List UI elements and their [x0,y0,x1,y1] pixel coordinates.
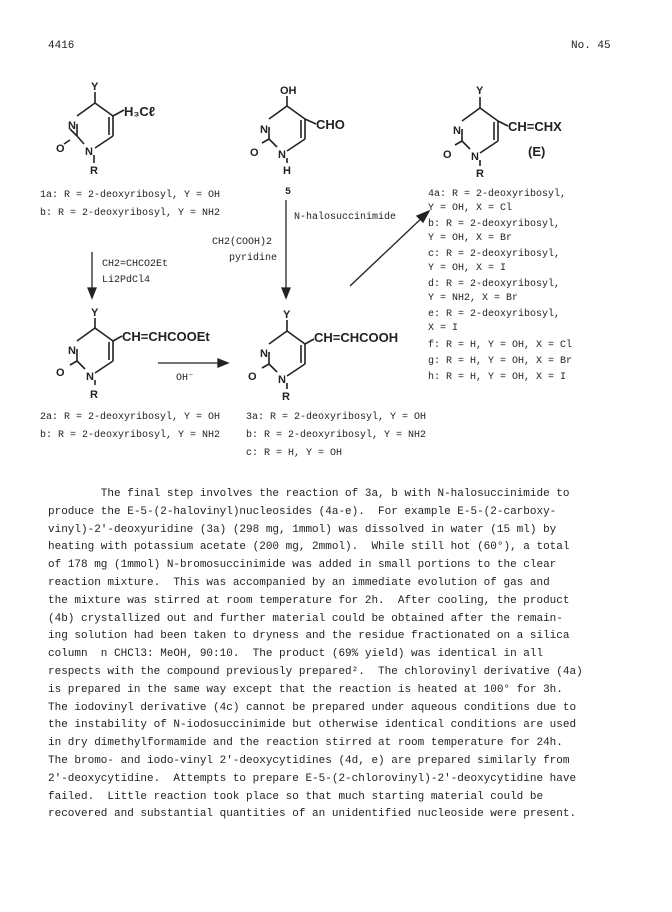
caption-1b: b: R = 2-deoxyribosyl, Y = NH2 [40,208,221,219]
substituent-ch2cl: H₃Cℓ [124,104,156,119]
caption-4-line: d: R = 2-deoxyribosyl, [428,279,561,290]
caption-4-line: X = I [428,323,459,334]
body-line: of 178 mg (1mmol) N-bromosuccinimide was added in small portions to the clear [48,559,557,572]
body-line: is prepared in the same way except that the reaction is heated at 100° for 3h. [48,683,563,696]
atom-h: H [283,165,291,177]
reagent-n-halosuccinimide: N-halosuccinimide [294,212,397,223]
reagent-li2pdcl4: Li2PdCl4 [102,275,151,286]
reagent-pyridine: pyridine [229,253,278,264]
arrow-1-to-2 [88,252,96,298]
substituent-cho: CHO [316,117,345,132]
caption-4-line: 4a: R = 2-deoxyribosyl, [428,189,567,200]
atom-n: N [278,374,286,386]
atom-y: Y [91,307,99,319]
atom-n: N [260,348,268,360]
caption-4-line: c: R = 2-deoxyribosyl, [428,249,561,260]
caption-4-line: b: R = 2-deoxyribosyl, [428,219,561,230]
reagent-hydroxide: OH⁻ [176,373,195,384]
atom-o: O [56,143,65,155]
body-paragraph [48,486,628,824]
atom-oh: OH [280,85,297,97]
body-line: recovered and substantial quantities of an unidentified nucleoside were present. [48,808,577,821]
atom-r: R [476,168,484,180]
body-line: reaction mixture. This was accompanied by an immediate evolution of gas and [48,576,550,589]
atom-n: N [453,125,461,137]
substituent-chchx: CH=CHX [508,119,562,134]
caption-3c: c: R = H, Y = OH [246,448,343,459]
body-line: the mixture was stirred at room temperature for 2h. After cooling, the product [48,594,570,607]
atom-n: N [68,120,76,132]
atom-n: N [260,124,268,136]
body-line: respects with the compound previously prepared². The chlorovinyl derivative (4a) [48,665,583,678]
page-number: 4416 [48,40,75,52]
body-line: The bromo- and iodo-vinyl 2'-deoxycytidines (4d, e) are prepared similarly from [48,754,570,767]
body-line: The iodovinyl derivative (4c) cannot be prepared under aqueous conditions due to [48,701,577,714]
body-line: failed. Little reaction took place so that much starting material could be [48,790,544,803]
caption-4-line: Y = OH, X = Br [428,233,513,244]
reagent-malonic-acid: CH2(COOH)2 [212,237,273,248]
caption-4-line: h: R = H, Y = OH, X = I [428,372,567,383]
substituent-chchcooh: CH=CHCOOH [314,330,399,345]
caption-3a: 3a: R = 2-deoxyribosyl, Y = OH [246,412,427,423]
compound-5-label: 5 [285,187,292,198]
compound-4-ring [455,97,508,166]
stereo-e-tag: (E) [528,144,546,159]
caption-4-line: Y = OH, X = I [428,263,507,274]
atom-o: O [248,371,257,383]
compound-3-ring [262,320,314,389]
arrow-5-to-3 [282,200,290,298]
atom-r: R [90,165,98,177]
atom-r: R [90,389,98,401]
caption-1a: 1a: R = 2-deoxyribosyl, Y = OH [40,190,221,201]
body-line: in dry dimethylformamide and the reaction stirred at room temperature for 24h. [48,737,563,750]
atom-o: O [250,147,259,159]
body-line: 2'-deoxycytidine. Attempts to prepare E-5-(2-chlorovinyl)-2'-deoxycytidine have [48,772,577,785]
body-line: The final step involves the reaction of 3a, b with N-halosuccinimide to [48,488,570,500]
atom-n: N [278,149,286,161]
caption-3b: b: R = 2-deoxyribosyl, Y = NH2 [246,430,427,441]
atom-y: Y [283,309,291,321]
body-line: column n CHCl3: MeOH, 90:10. The product (69% yield) was identical in all [48,648,544,661]
body-line: the instability of N-iodosuccinimide but otherwise identical conditions are used [48,719,577,732]
atom-n: N [68,345,76,357]
atom-n: N [86,371,94,383]
atom-n: N [85,146,93,158]
caption-4-line: g: R = H, Y = OH, X = Br [428,356,573,367]
issue-number: No. 45 [571,40,611,52]
caption-4-line: f: R = H, Y = OH, X = Cl [428,340,573,351]
atom-r: R [282,391,290,403]
compound-5-ring [262,96,316,163]
arrow-2-to-3 [158,359,228,367]
body-line: produce the E-5-(2-halovinyl)nucleosides (4a-e). For example E-5-(2-carboxy- [48,505,557,518]
caption-2a: 2a: R = 2-deoxyribosyl, Y = OH [40,412,221,423]
body-line: heating with potassium acetate (200 mg, 2mmol). While still hot (60°), a total [48,541,570,554]
body-line: ing solution had been taken to dryness and the residue fractionated on a silica [48,630,570,643]
reagent-ethyl-acrylate: CH2=CHCO2Et [102,259,169,270]
atom-y: Y [476,85,484,97]
caption-4-line: Y = NH2, X = Br [428,293,519,304]
caption-4-line: e: R = 2-deoxyribosyl, [428,309,561,320]
compound-2-ring [70,318,122,385]
atom-o: O [56,367,65,379]
caption-2b: b: R = 2-deoxyribosyl, Y = NH2 [40,430,221,441]
atom-y: Y [91,81,99,93]
substituent-chchcooet: CH=CHCOOEt [122,329,210,344]
atom-o: O [443,149,452,161]
caption-4-line: Y = OH, X = Cl [428,203,513,214]
body-line: vinyl)-2'-deoxyuridine (3a) (298 mg, 1mmol) was dissolved in water (15 ml) by [48,523,557,536]
body-line: (4b) crystallized out and further material could be obtained after the remain- [48,612,563,625]
atom-n: N [471,151,479,163]
